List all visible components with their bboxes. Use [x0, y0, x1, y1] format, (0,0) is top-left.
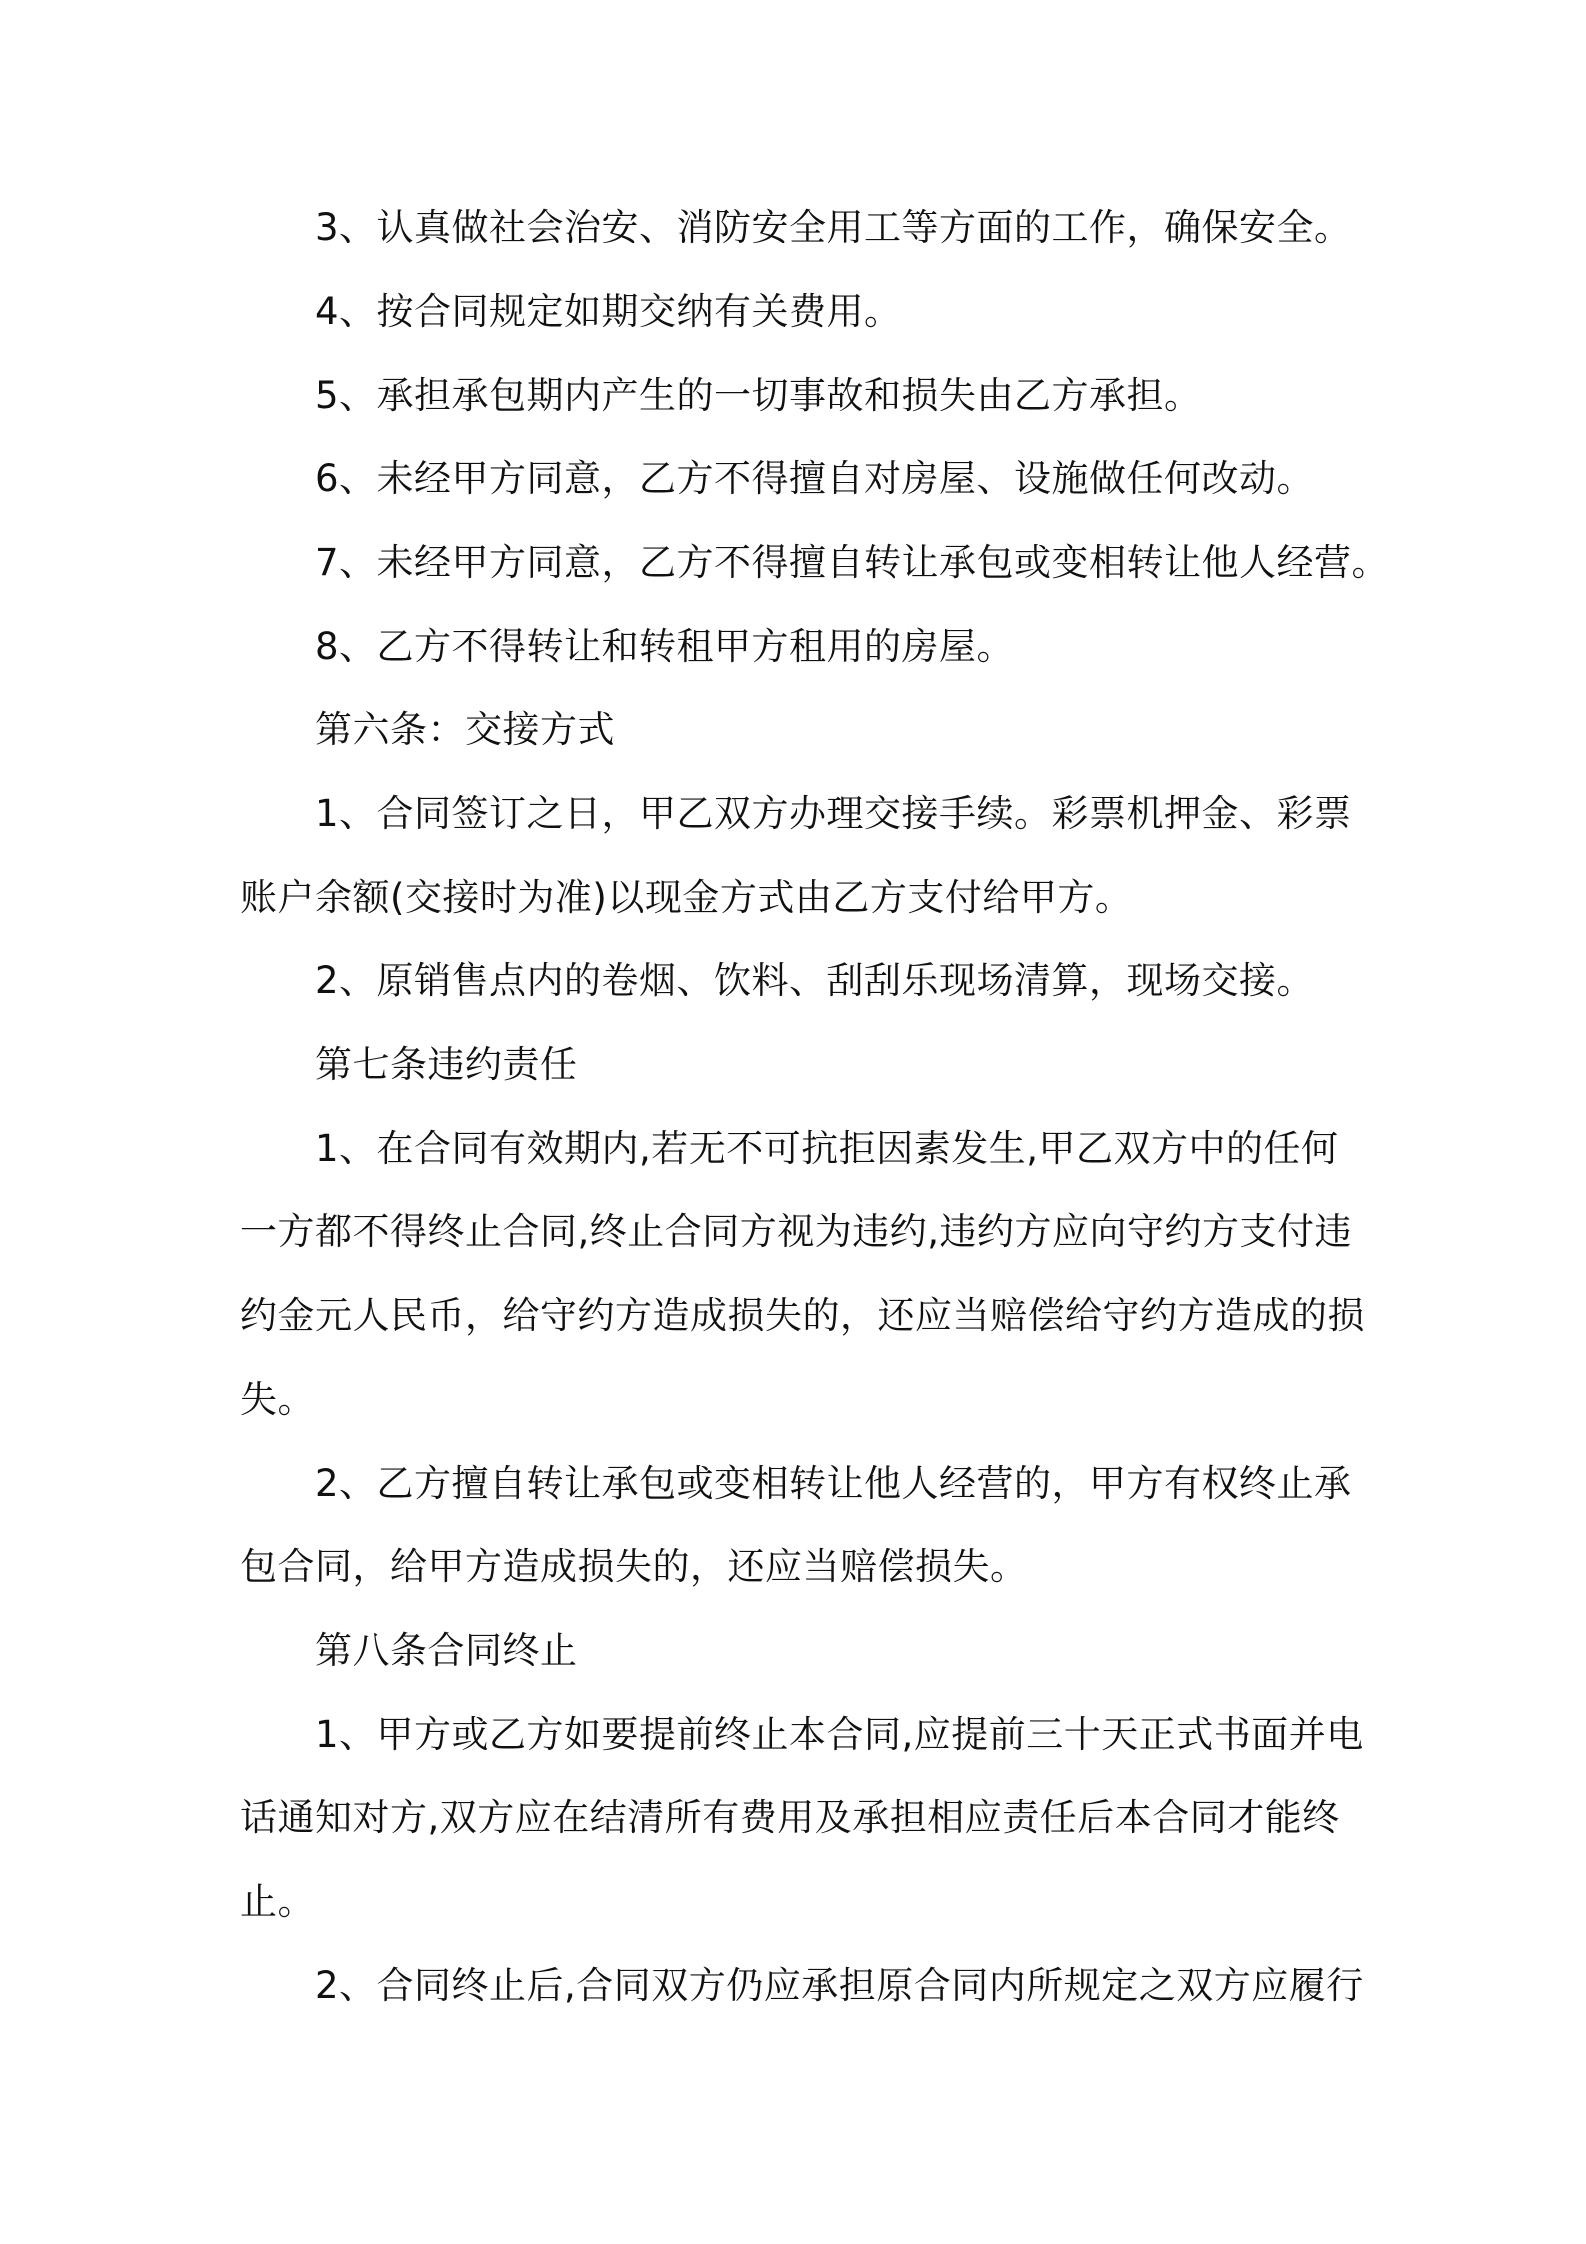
- clause-7-item-2-line-2: 包合同，给甲方造成损失的，还应当赔偿损失。: [240, 1545, 1028, 1588]
- clause-5-item-5: 5、承担承包期内产生的一切事故和损失由乙方承担。: [315, 374, 1202, 417]
- clause-8-item-2-line-1: 2、合同终止后,合同双方仍应承担原合同内所规定之双方应履行: [315, 1964, 1364, 2007]
- clause-7-item-1-line-2: 一方都不得终止合同,终止合同方视为违约,违约方应向守约方支付违: [240, 1210, 1353, 1253]
- clause-6-item-1-line-2: 账户余额(交接时为准)以现金方式由乙方支付给甲方。: [240, 876, 1133, 919]
- clause-5-item-7: 7、未经甲方同意，乙方不得擅自转让承包或变相转让他人经营。: [315, 541, 1390, 584]
- section-heading-6: 第六条：交接方式: [315, 708, 615, 751]
- clause-7-item-1-line-3: 约金元人民币，给守约方造成损失的，还应当赔偿给守约方造成的损: [240, 1294, 1365, 1337]
- section-heading-8: 第八条合同终止: [315, 1629, 578, 1672]
- clause-8-item-1-line-2: 话通知对方,双方应在结清所有费用及承担相应责任后本合同才能终: [240, 1796, 1340, 1839]
- section-heading-7: 第七条违约责任: [315, 1043, 578, 1086]
- clause-5-item-8: 8、乙方不得转让和转租甲方租用的房屋。: [315, 625, 1015, 668]
- clause-8-item-1-line-3: 止。: [240, 1880, 315, 1923]
- clause-7-item-1-line-4: 失。: [240, 1378, 315, 1421]
- clause-5-item-3: 3、认真做社会治安、消防安全用工等方面的工作，确保安全。: [315, 206, 1352, 249]
- clause-7-item-2-line-1: 2、乙方擅自转让承包或变相转让他人经营的，甲方有权终止承: [315, 1462, 1352, 1505]
- clause-6-item-2: 2、原销售点内的卷烟、饮料、刮刮乐现场清算，现场交接。: [315, 959, 1315, 1002]
- clause-5-item-6: 6、未经甲方同意，乙方不得擅自对房屋、设施做任何改动。: [315, 457, 1315, 500]
- clause-7-item-1-line-1: 1、在合同有效期内,若无不可抗拒因素发生,甲乙双方中的任何: [315, 1127, 1339, 1170]
- clause-8-item-1-line-1: 1、甲方或乙方如要提前终止本合同,应提前三十天正式书面并电: [315, 1713, 1364, 1756]
- clause-6-item-1-line-1: 1、合同签订之日，甲乙双方办理交接手续。彩票机押金、彩票: [315, 792, 1352, 835]
- clause-5-item-4: 4、按合同规定如期交纳有关费用。: [315, 290, 902, 333]
